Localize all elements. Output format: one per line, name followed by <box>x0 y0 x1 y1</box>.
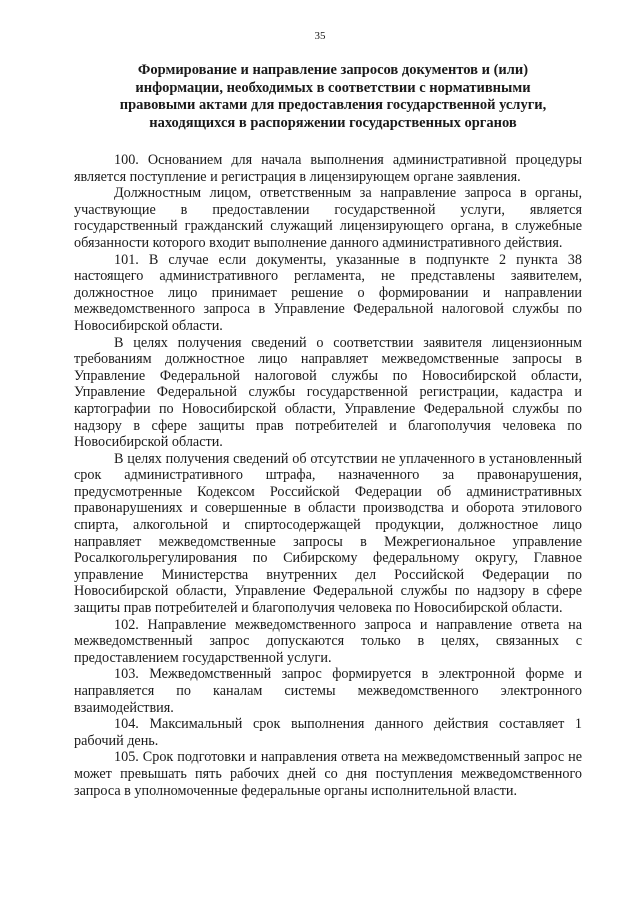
document-body <box>74 152 582 799</box>
paragraph-administrative-fine: В целях получения сведений об отсутствии не уплаченного в установленный срок административного штрафа, назначенного за правонарушения, предусмотренные Кодексом Российской Федерации об административных правонарушениях и совершенные в области производства и оборота этилового спирта, алкогольной и спиртосодержащей продукции, должностное лицо направляет межведомственные запросы в Межрегиональное управление Росалкогольрегулирования по Сибирскому федеральному округу, Главное управление Министерства внутренних дел Российской Федерации по Новосибирской области, Управление Федеральной службы по надзору в сфере защиты прав потребителей и благополучия человека по Новосибирской области. <box>74 450 582 617</box>
paragraph-responsible-official: Должностным лицом, ответственным за направление запроса в органы, участвующие в предоставлении государственной услуги, является государственный гражданский служащий лицензирующего органа, в служебные обязанности которого входит выполнение данного административного действия. <box>74 185 582 251</box>
paragraph-102: 102. Направление межведомственного запроса и направление ответа на межведомственный запрос допускаются только в целях, связанных с предоставлением государственной услуги. <box>74 616 582 666</box>
paragraph-101: 101. В случае если документы, указанные в подпункте 2 пункта 38 настоящего административного регламента, не представлены заявителем, должностное лицо принимает решение о формировании и направлении межведомственного запроса в Управление Федеральной налоговой службы по Новосибирской области. <box>74 251 582 334</box>
paragraph-105: 105. Срок подготовки и направления ответа на межведомственный запрос не может превышать пять рабочих дней со дня поступления межведомственного запроса в уполномоченные федеральные органы исполнительной власти. <box>74 749 582 799</box>
paragraph-100: 100. Основанием для начала выполнения административной процедуры является поступление и регистрация в лицензирующем органе заявления. <box>74 152 582 185</box>
page-number: 35 <box>314 30 326 42</box>
section-heading: Формирование и направление запросов документов и (или) информации, необходимых в соответствии с нормативными правовыми актами для предоставления государственной услуги, находящихся в распоряжении государственных органов <box>119 62 547 131</box>
paragraph-103: 103. Межведомственный запрос формируется в электронной форме и направляется по каналам системы межведомственного электронного взаимодействия. <box>74 666 582 716</box>
paragraph-licensing-requirements: В целях получения сведений о соответствии заявителя лицензионным требованиям должностное лицо направляет межведомственные запросы в Управление Федеральной налоговой службы по Новосибирской области, Управление Федеральной службы государственной регистрации, кадастра и картографии по Новосибирской области, Управление Федеральной службы по надзору в сфере защиты прав потребителей и благополучия человека по Новосибирской области. <box>74 334 582 451</box>
paragraph-104: 104. Максимальный срок выполнения данного действия составляет 1 рабочий день. <box>74 716 582 749</box>
